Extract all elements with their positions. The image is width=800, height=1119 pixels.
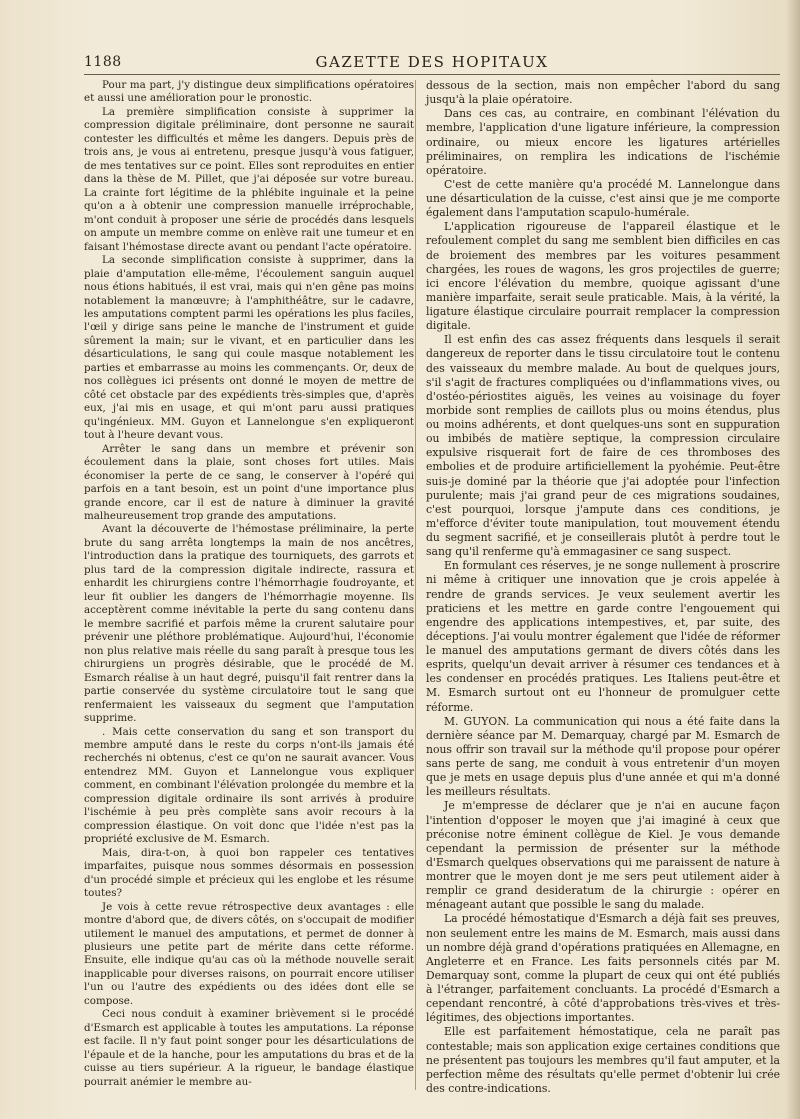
paragraph-text: Arrêter le sang dans un membre et prévenir son écoulement dans la plaie, sont choses fort utiles. Mais économiser la perte de ce sang, le conserver à l'opéré qui parfois en a tant besoin, est un point d'une importance plus grande encore, car il est de nature à diminuer la gravité malheureusement trop grande des amputations.	[84, 442, 414, 522]
paragraph	[426, 1025, 780, 1096]
paragraph	[426, 559, 780, 714]
paragraph-text: La seconde simplification consiste à supprimer, dans la plaie d'amputation elle-même, l'écoulement sanguin auquel nous étions habitués, il est vrai, mais qui n'en gêne pas moins notablement la manœuvre; à l'amphithéâtre, sur le cadavre, les amputations comptent parmi les opérations les plus faciles, l'œil y dirige sans peine le manche de l'instrument et guide sûrement la main; sur le vivant, et en particulier dans les désarticulations, le sang qui coule masque notablement les parties et embarrasse au moins les commençants. Or, deux de nos collègues ici présents ont donné le moyen de mettre de côté cet obstacle par des expédients très-simples que, d'après eux, j'ai mis en usage, et qui m'ont paru aussi pratiques qu'ingénieux. MM. Guyon et Lannelongue s'en expliqueront tout à l'heure devant vous.	[84, 254, 414, 442]
paragraph	[426, 178, 780, 220]
paragraph-text: Ceci nous conduit à examiner brièvement si le procédé d'Esmarch est applicable à toutes les amputations. La réponse est facile. Il n'y faut point songer pour les désarticulations de l'épaule et de la hanche, pour les amputations du bras et de la cuisse au tiers supérieur. A la rigueur, le bandage élastique pourrait anémier le membre au-	[84, 1008, 414, 1088]
paragraph	[84, 726, 414, 847]
paragraph-text: Je vois à cette revue rétrospective deux avantages : elle montre d'abord que, de divers côtés, on s'occupait de modifier utilement le manuel des amputations, et permet de donner à plusieurs une petite part de mérite dans cette réforme. Ensuite, elle indique qu'au cas où la méthode nouvelle serait inapplicable pour diverses raisons, on pourrait encore utiliser l'un ou l'autre des expédients ou des idées dont elle se compose.	[84, 900, 414, 1007]
paragraph-text: Il est enfin des cas assez fréquents dans lesquels il serait dangereux de reporter dans le tissu circulatoire tout le contenu des vaisseaux du membre malade. Au bout de quelques jours, s'il s'agit de fractures compliquées ou d'inflammations vives, ou d'ostéo-périostites aiguës, les veines au voisinage du foyer morbide sont remplies de caillots plus ou moins étendus, plus ou moins adhérents, et dont quelques-uns sont en suppuration ou imbibés de matière septique, la compression circulaire expulsive risquerait fort de faire de ces thromboses des embolies et de produire artificiellement la pyohémie. Peut-être suis-je dominé par la théorie que j'ai adoptée pour l'infection purulente; mais j'ai grand peur de ces migrations soudaines, c'est pourquoi, lorsque j'ampute dans ces conditions, je m'efforce d'éviter toute manipulation, tout mouvement étendu du segment sacrifié, et je conseillerais plutôt à perdre tout le sang qu'il renferme qu'à emmagasiner ce sang suspect.	[426, 333, 780, 559]
header-rule	[84, 74, 780, 75]
paragraph	[84, 1008, 414, 1089]
left-column	[84, 79, 414, 1089]
paragraph	[426, 79, 780, 107]
paragraph-text: . Mais cette conservation du sang et son transport du membre amputé dans le reste du corps n'ont-ils jamais été recherchés ni obtenus, c'est ce qu'on ne saurait avancer. Vous entendrez MM. Guyon et Lannelongue vous expliquer comment, en combinant l'élévation prolongée du membre et la compression digitale ordinaire ils sont arrivés à produire l'ischémie à peu près complète sans avoir recours à la compression élastique. On voit donc que l'idée n'est pas la propriété exclusive de M. Esmarch.	[84, 725, 414, 846]
speaker-name: M. GUYON.	[444, 714, 510, 728]
paragraph	[426, 220, 780, 333]
journal-title: GAZETTE DES HOPITAUX	[315, 53, 549, 71]
paragraph-text: Je m'empresse de déclarer que je n'ai en aucune façon l'intention d'opposer le moyen que j'ai imaginé à ceux que préconise notre éminent collègue de Kiel. Je vous demande cependant la permission de présenter sur la méthode d'Esmarch quelques observations qui me paraissent de nature à montrer que le moyen dont je me sers peut utilement aider à remplir ce grand desideratum de la chirurgie : opérer en ménageant autant que possible le sang du malade.	[426, 799, 780, 912]
paragraph	[84, 847, 414, 901]
paragraph-text: dessous de la section, mais non empêcher l'abord du sang jusqu'à la plaie opératoire.	[426, 79, 780, 107]
paragraph-text: Pour ma part, j'y distingue deux simplifications opératoires et aussi une amélioration pour le pronostic.	[84, 79, 414, 105]
page-edge-shadow	[786, 0, 800, 1119]
paragraph	[84, 254, 414, 443]
paragraph-text: La procédé hémostatique d'Esmarch a déjà fait ses preuves, non seulement entre les mains de M. Esmarch, mais aussi dans un nombre déjà grand d'opérations pratiquées en Allemagne, en Angleterre et en France. Les faits personnels cités par M. Demarquay sont, comme la plupart de ceux qui ont été publiés à l'étranger, parfaitement concluants. La procédé d'Esmarch a cependant rencontré, à côté d'approbations très-vives et très-légitimes, des objections importantes.	[426, 912, 780, 1025]
paragraph-text: L'application rigoureuse de l'appareil élastique et le refoulement complet du sang me semblent bien difficiles en cas de broiement des membres par les voitures pesamment chargées, les roues de wagons, les gros projectiles de guerre; ici encore l'élévation du membre, quoique agissant d'une manière imparfaite, serait seule praticable. Mais, à la vérité, la ligature élastique circulaire pourrait remplacer la compression digitale.	[426, 220, 780, 333]
paragraph	[84, 901, 414, 1009]
paragraph-text: Elle est parfaitement hémostatique, cela ne paraît pas contestable; mais son application exige certaines conditions que ne présentent pas toujours les membres qu'il faut amputer, et la perfection même des résultats qu'elle permet d'obtenir lui crée des contre-indications.	[426, 1025, 780, 1095]
paragraph	[426, 333, 780, 559]
paragraph	[84, 443, 414, 524]
paragraph	[426, 715, 780, 800]
paragraph-text: La première simplification consiste à supprimer la compression digitale préliminaire, dont personne ne saurait contester les difficultés et même les dangers. Depuis près de trois ans, je vous ai entretenu, presque jusqu'à vous fatiguer, de mes tentatives sur ce point. Elles sont reproduites en entier dans la thèse de M. Pillet, que j'ai déposée sur votre bureau. La crainte fort légitime de la phlébite inguinale et la peine qu'on a à obtenir une compression manuelle irréprochable, m'ont conduit à proposer une série de procédés dans lesquels on ampute un membre comme on enlève rait une tumeur et en faisant l'hémostase directe avant ou pendant l'acte opératoire.	[84, 105, 414, 253]
paragraph-text: Avant la découverte de l'hémostase préliminaire, la perte brute du sang arrêta longtemps la main de nos ancêtres, l'introduction dans la pratique des tourniquets, des garrots et plus tard de la compression digitale indirecte, rassura et enhardit les chirurgiens contre l'hémorrhagie foudroyante, et leur fit oublier les dangers de l'hémorrhagie moyenne. Ils acceptèrent comme inévitable la perte du sang contenu dans le membre sacrifié et parfois même la crurent salutaire pour prévenir une pléthore problématique. Aujourd'hui, l'économie non plus relative mais réelle du sang paraît à presque tous les chirurgiens un progrès désirable, que le procédé de M. Esmarch réalise à un haut degré, puisqu'il fait rentrer dans la partie conservée du système circulatoire tout le sang que renfermaient les vaisseaux du segment que l'amputation supprime.	[84, 523, 414, 725]
paragraph	[84, 523, 414, 725]
paragraph-text: En formulant ces réserves, je ne songe nullement à proscrire ni même à critiquer une innovation que je crois appelée à rendre de grands services. Je veux seulement avertir les praticiens et les mettre en garde contre l'engouement qui engendre des applications intempestives, et, par suite, des déceptions. J'ai voulu montrer également que l'idée de réformer le manuel des amputations germant de divers côtés dans les esprits, quelqu'un devait arriver à résumer ces tendances et à les condenser en procédés pratiques. Les Italiens peut-être et M. Esmarch surtout ont eu l'honneur de promulguer cette réforme.	[426, 559, 780, 714]
right-column	[426, 79, 780, 1096]
column-divider	[415, 80, 416, 1090]
paragraph	[426, 107, 780, 178]
paragraph	[84, 79, 414, 106]
paragraph-text: C'est de cette manière qu'a procédé M. Lannelongue dans une désarticulation de la cuisse, c'est ainsi que je me comporte également dans l'amputation scapulo-humérale.	[426, 177, 780, 220]
paragraph-text: Mais, dira-t-on, à quoi bon rappeler ces tentatives imparfaites, puisque nous sommes désormais en possession d'un procédé simple et précieux qui les englobe et les résume toutes?	[84, 846, 414, 900]
paragraph-text: La communication qui nous a été faite dans la dernière séance par M. Demarquay, chargé par M. Esmarch de nous offrir son travail sur la méthode qu'il propose pour opérer sans perte de sang, me conduit à vous entretenir d'un moyen que je mets en usage depuis plus d'une année et qui m'a donné les meilleurs résultats.	[426, 714, 780, 799]
page-number: 1188	[84, 54, 122, 70]
paragraph-text: Dans ces cas, au contraire, en combinant l'élévation du membre, l'application d'une ligature inférieure, la compression ordinaire, ou mieux encore les ligatures artérielles préliminaires, on remplira les indications de l'ischémie opératoire.	[426, 107, 780, 177]
paragraph	[426, 799, 780, 912]
paragraph	[426, 912, 780, 1025]
page-header	[84, 52, 780, 74]
paragraph	[84, 106, 414, 254]
